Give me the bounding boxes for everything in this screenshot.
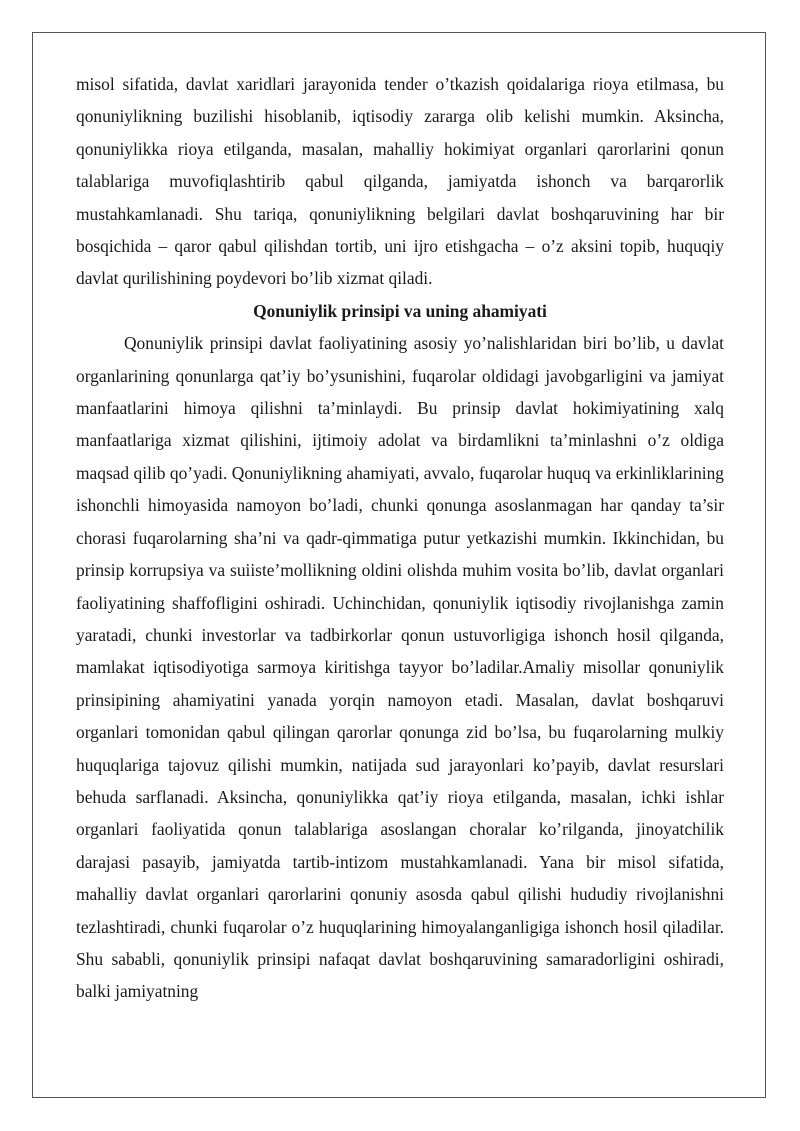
document-body — [76, 68, 724, 1008]
paragraph-main: Qonuniylik prinsipi davlat faoliyatining asosiy yo’nalishlaridan biri bo’lib, u davlat organlarining qonunlarga qat’iy bo’ysunishini, fuqarolar oldidagi javobgarligini va jamiyat manfaatlarini himoya qilishni ta’minlaydi. Bu prinsip davlat hokimiyatining xalq manfaatlariga xizmat qilishini, ijtimoiy adolat va birdamlikni ta’minlashni o’z oldiga maqsad qilib qo’yadi. Qonuniylikning ahamiyati, avvalo, fuqarolar huquq va erkinliklarining ishonchli himoyasida namoyon bo’ladi, chunki qonunga asoslanmagan har qanday ta’sir chorasi fuqarolarning sha’ni va qadr-qimmatiga putur yetkazishi mumkin. Ikkinchidan, bu prinsip korrupsiya va suiiste’mollikning oldini olishda muhim vosita bo’lib, davlat organlari faoliyatining shaffofligini oshiradi. Uchinchidan, qonuniylik iqtisodiy rivojlanishga zamin yaratadi, chunki investorlar va tadbirkorlar qonun ustuvorligiga ishonch hosil qilganda, mamlakat iqtisodiyotiga sarmoya kiritishga tayyor bo’ladilar.Amaliy misollar qonuniylik prinsipining ahamiyatini yanada yorqin namoyon etadi. Masalan, davlat boshqaruvi organlari tomonidan qabul qilingan qarorlar qonunga zid bo’lsa, bu fuqarolarning mulkiy huquqlariga tajovuz qilishi mumkin, natijada sud jarayonlari ko’payib, davlat resurslari behuda sarflanadi. Aksincha, qonuniylikka qat’iy rioya etilganda, masalan, ichki ishlar organlari faoliyatida qonun talablariga asoslangan choralar ko’rilganda, jinoyatchilik darajasi pasayib, jamiyatda tartib-intizom mustahkamlanadi. Yana bir misol sifatida, mahalliy davlat organlari qarorlarini qonuniy asosda qabul qilishi hududiy rivojlanishni tezlashtiradi, chunki fuqarolar o’z huquqlarining himoyalanganligiga ishonch hosil qiladilar. Shu sababli, qonuniylik prinsipi nafaqat davlat boshqaruvining samaradorligini oshiradi, balki jamiyatning — [76, 333, 724, 1002]
paragraph-continued: misol sifatida, davlat xaridlari jarayonida tender o’tkazish qoidalariga rioya etilmasa, bu qonuniylikning buzilishi hisoblanib, iqtisodiy zararga olib kelishi mumkin. Aksincha, qonuniylikka rioya etilganda, masalan, mahalliy hokimiyat organlari qarorlarini qonun talablariga muvofiqlashtirib qabul qilganda, jamiyatda ishonch va barqarorlik mustahkamlanadi. Shu tariqa, qonuniylikning belgilari davlat boshqaruvining har bir bosqichida – qaror qabul qilishdan tortib, uni ijro etishgacha – o’z aksini topib, huquqiy davlat qurilishining poydevori bo’lib xizmat qiladi. — [76, 74, 724, 289]
section-heading: Qonuniylik prinsipi va uning ahamiyati — [253, 300, 547, 321]
